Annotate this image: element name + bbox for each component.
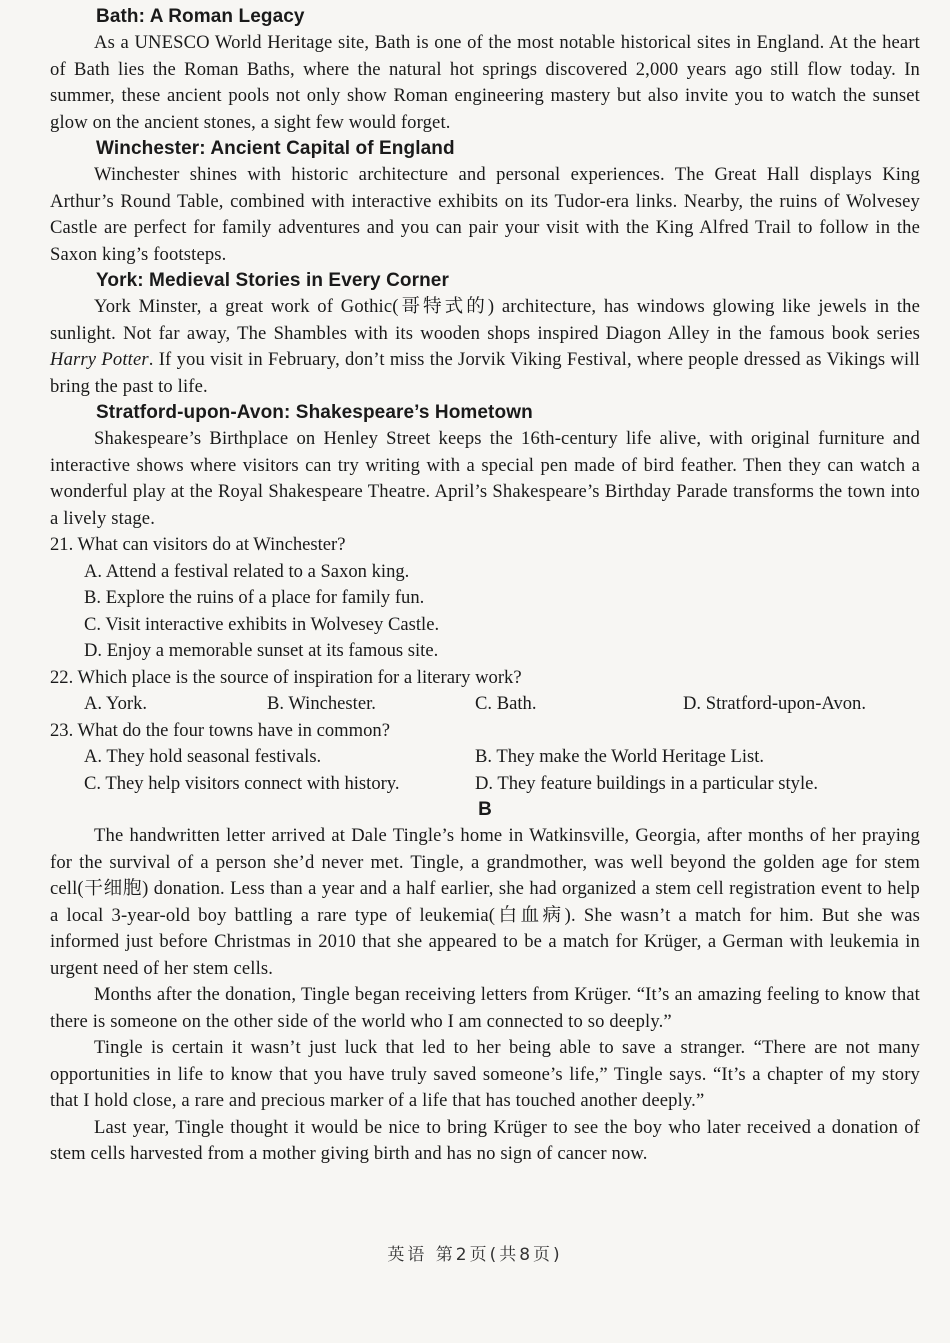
section-b-paragraph-3: Tingle is certain it wasn’t just luck that led to her being able to save a stranger. “There are not many opportunities in life to know that you have truly saved someone’s life,” Tingle says. “It’s a chapter of my story that I hold close, a rare and precious marker of a life that has touched another deeply.”: [50, 1037, 920, 1111]
stratford-heading: Stratford-upon-Avon: Shakespeare’s Hometown: [96, 402, 533, 423]
section-b-heading: B: [478, 799, 492, 820]
question-23-option-c: C. They help visitors connect with history.: [84, 772, 400, 794]
question-22-options: [50, 691, 920, 718]
winchester-heading: Winchester: Ancient Capital of England: [96, 138, 455, 159]
question-21-option-a: A. Attend a festival related to a Saxon king.: [84, 560, 410, 582]
section-b-paragraph-4: Last year, Tingle thought it would be nice to bring Krüger to see the boy who later received a donation of stem cells harvested from a mother giving birth and has no sign of cancer now.: [50, 1116, 920, 1164]
bath-heading: Bath: A Roman Legacy: [96, 6, 305, 27]
question-21-stem: 21. What can visitors do at Winchester?: [50, 534, 346, 555]
york-text-part2: . If you visit in February, don’t miss the Jorvik Viking Festival, where people dressed as Vikings will bring the past to life.: [50, 349, 921, 397]
question-23-options-row2: [50, 771, 920, 798]
question-22-stem: 22. Which place is the source of inspiration for a literary work?: [50, 666, 522, 688]
york-text-part1: York Minster, a great work of Gothic(哥特式的) architecture, has windows glowing like jewels in the sunlight. Not far away, The Shambles with its wooden shops inspired Diagon Alley in the famous book series: [50, 296, 920, 344]
section-b-paragraph-2: Months after the donation, Tingle began receiving letters from Krüger. “It’s an amazing feeling to know that there is someone on the other side of the world who I am connected to so deeply.”: [50, 984, 920, 1032]
question-23-options-row1: [50, 744, 920, 771]
question-21-option-c: C. Visit interactive exhibits in Wolvesey Castle.: [84, 613, 440, 635]
question-23-option-a: A. They hold seasonal festivals.: [84, 746, 322, 767]
question-21-option-b: B. Explore the ruins of a place for family fun.: [84, 587, 425, 608]
question-22-option-c: C. Bath.: [475, 693, 537, 714]
york-book-title: Harry Potter: [50, 349, 149, 370]
question-23-option-b: B. They make the World Heritage List.: [475, 746, 765, 767]
question-23-option-d: D. They feature buildings in a particular style.: [475, 772, 819, 794]
question-22-option-d: D. Stratford-upon-Avon.: [683, 693, 866, 714]
page-footer: 英语 第2页(共8页): [387, 1245, 563, 1265]
winchester-paragraph: Winchester shines with historic architecture and personal experiences. The Great Hall displays King Arthur’s Round Table, combined with interactive exhibits on its Tudor-era links. Nearby, the ruins of Wolvesey Castle are perfect for family adventures and you can pair your visit with the King Alfred Trail to follow in the Saxon king’s footsteps.: [50, 164, 920, 265]
york-heading: York: Medieval Stories in Every Corner: [96, 270, 449, 291]
question-22-option-b: B. Winchester.: [267, 693, 376, 714]
question-21-option-d: D. Enjoy a memorable sunset at its famous site.: [84, 640, 439, 661]
question-22-option-a: A. York.: [84, 693, 148, 714]
stratford-paragraph: Shakespeare’s Birthplace on Henley Street keeps the 16th-century life alive, with original furniture and interactive shows where visitors can try writing with a special pen made of bird feather. Then they can watch a wonderful play at the Royal Shakespeare Theatre. April’s Shakespeare’s Birthday Parade transforms the town into a lively stage.: [50, 428, 920, 529]
bath-paragraph: As a UNESCO World Heritage site, Bath is one of the most notable historical sites in England. At the heart of Bath lies the Roman Baths, where the natural hot springs discovered 2,000 years ago still flow today. In summer, these ancient pools not only show Roman engineering mastery but also invite you to watch the sunset glow on the ancient stones, a sight few would forget.: [50, 32, 920, 133]
section-b-paragraph-1: The handwritten letter arrived at Dale Tingle’s home in Watkinsville, Georgia, after months of her praying for the survival of a person she’d never met. Tingle, a grandmother, was well beyond the golden age for stem cell(干细胞) donation. Less than a year and a half earlier, she had organized a stem cell registration event to help a local 3-year-old boy battling a rare type of leukemia(白血病). She wasn’t a match for him. But she was informed just before Christmas in 2010 that she appeared to be a match for Krüger, a German with leukemia in urgent need of her stem cells.: [50, 825, 920, 979]
york-paragraph: [50, 294, 920, 400]
question-23-stem: 23. What do the four towns have in common?: [50, 719, 390, 741]
